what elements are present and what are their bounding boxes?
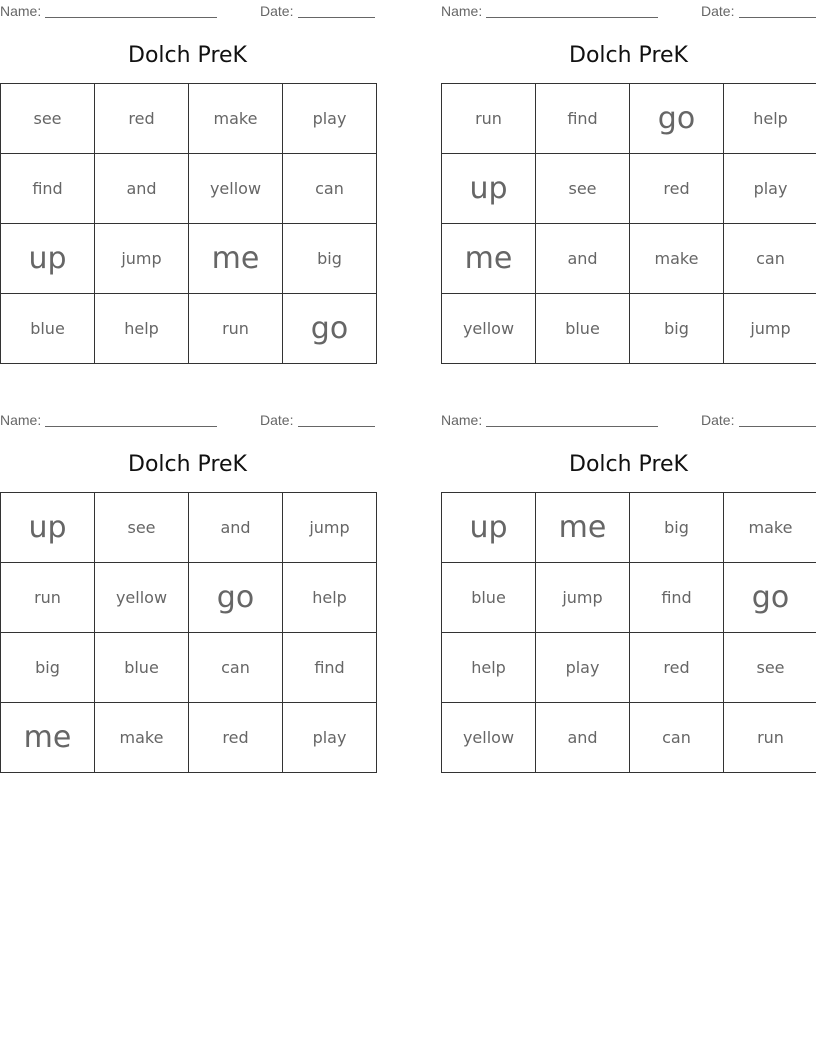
bingo-grid — [0, 492, 377, 773]
bingo-cell: and — [536, 703, 630, 773]
date-blank[interactable] — [298, 17, 375, 18]
bingo-cell: play — [536, 633, 630, 703]
bingo-cell: me — [1, 703, 95, 773]
bingo-cell: me — [442, 224, 536, 294]
bingo-cell: and — [95, 154, 189, 224]
name-label: Name: — [441, 3, 483, 19]
name-blank[interactable] — [486, 17, 658, 18]
bingo-cell: yellow — [442, 294, 536, 364]
bingo-cell: big — [630, 294, 724, 364]
bingo-cell: blue — [1, 294, 95, 364]
name-label: Name: — [441, 412, 483, 428]
card-header — [0, 3, 375, 19]
date-blank[interactable] — [739, 17, 816, 18]
bingo-cell: yellow — [95, 563, 189, 633]
card-header — [0, 412, 375, 428]
bingo-cell: run — [442, 84, 536, 154]
grid-row — [442, 224, 816, 294]
name-blank[interactable] — [45, 17, 217, 18]
name-blank[interactable] — [45, 426, 217, 427]
grid-row — [442, 703, 816, 773]
card-title: Dolch PreK — [569, 452, 688, 477]
card-title: Dolch PreK — [128, 452, 247, 477]
grid-row — [442, 154, 816, 224]
bingo-cell: make — [630, 224, 724, 294]
grid-row — [442, 294, 816, 364]
bingo-card-2 — [441, 0, 816, 380]
bingo-card-1 — [0, 0, 375, 380]
bingo-cell: can — [630, 703, 724, 773]
bingo-cell: jump — [536, 563, 630, 633]
bingo-cell: find — [536, 84, 630, 154]
bingo-cell: make — [189, 84, 283, 154]
bingo-cell: blue — [95, 633, 189, 703]
date-label: Date: — [260, 3, 294, 19]
bingo-cell: and — [536, 224, 630, 294]
grid-row — [442, 633, 816, 703]
bingo-cell: me — [189, 224, 283, 294]
bingo-cell: find — [283, 633, 377, 703]
bingo-cell: go — [283, 294, 377, 364]
bingo-cell: me — [536, 493, 630, 563]
grid-row — [1, 294, 377, 364]
bingo-cell: run — [1, 563, 95, 633]
bingo-cell: play — [724, 154, 816, 224]
name-label: Name: — [0, 412, 42, 428]
date-label: Date: — [701, 412, 735, 428]
bingo-cell: red — [189, 703, 283, 773]
grid-row — [1, 633, 377, 703]
bingo-cell: can — [724, 224, 816, 294]
grid-row — [442, 84, 816, 154]
card-title: Dolch PreK — [569, 43, 688, 68]
bingo-cell: play — [283, 84, 377, 154]
bingo-cell: run — [724, 703, 816, 773]
date-blank[interactable] — [739, 426, 816, 427]
bingo-cell: jump — [283, 493, 377, 563]
bingo-card-4 — [441, 409, 816, 789]
bingo-cell: find — [630, 563, 724, 633]
bingo-cell: red — [630, 633, 724, 703]
bingo-cell: play — [283, 703, 377, 773]
bingo-cell: can — [189, 633, 283, 703]
bingo-card-3 — [0, 409, 375, 789]
grid-row — [1, 224, 377, 294]
bingo-grid — [441, 83, 816, 364]
bingo-cell: up — [442, 493, 536, 563]
bingo-cell: help — [95, 294, 189, 364]
bingo-cell: see — [95, 493, 189, 563]
bingo-grid — [0, 83, 377, 364]
bingo-cell: help — [724, 84, 816, 154]
bingo-cell: go — [189, 563, 283, 633]
bingo-cell: yellow — [189, 154, 283, 224]
grid-row — [1, 84, 377, 154]
grid-row — [442, 493, 816, 563]
bingo-cell: up — [1, 224, 95, 294]
bingo-cell: see — [536, 154, 630, 224]
bingo-cell: see — [1, 84, 95, 154]
bingo-cell: jump — [724, 294, 816, 364]
card-title: Dolch PreK — [128, 43, 247, 68]
name-label: Name: — [0, 3, 42, 19]
bingo-cell: big — [1, 633, 95, 703]
bingo-cell: go — [630, 84, 724, 154]
bingo-cell: make — [95, 703, 189, 773]
date-blank[interactable] — [298, 426, 375, 427]
bingo-cell: red — [95, 84, 189, 154]
grid-row — [1, 703, 377, 773]
bingo-cell: jump — [95, 224, 189, 294]
bingo-cell: and — [189, 493, 283, 563]
bingo-cell: up — [1, 493, 95, 563]
bingo-cell: help — [442, 633, 536, 703]
bingo-cell: go — [724, 563, 816, 633]
bingo-cell: blue — [536, 294, 630, 364]
bingo-cell: find — [1, 154, 95, 224]
grid-row — [1, 154, 377, 224]
bingo-cell: make — [724, 493, 816, 563]
card-header — [441, 3, 816, 19]
bingo-cell: up — [442, 154, 536, 224]
bingo-cell: can — [283, 154, 377, 224]
name-blank[interactable] — [486, 426, 658, 427]
bingo-cell: big — [283, 224, 377, 294]
bingo-grid — [441, 492, 816, 773]
grid-row — [442, 563, 816, 633]
bingo-cell: see — [724, 633, 816, 703]
bingo-cell: help — [283, 563, 377, 633]
bingo-cell: blue — [442, 563, 536, 633]
date-label: Date: — [260, 412, 294, 428]
bingo-cell: run — [189, 294, 283, 364]
grid-row — [1, 493, 377, 563]
bingo-cell: big — [630, 493, 724, 563]
card-header — [441, 412, 816, 428]
bingo-cell: red — [630, 154, 724, 224]
date-label: Date: — [701, 3, 735, 19]
grid-row — [1, 563, 377, 633]
bingo-cell: yellow — [442, 703, 536, 773]
